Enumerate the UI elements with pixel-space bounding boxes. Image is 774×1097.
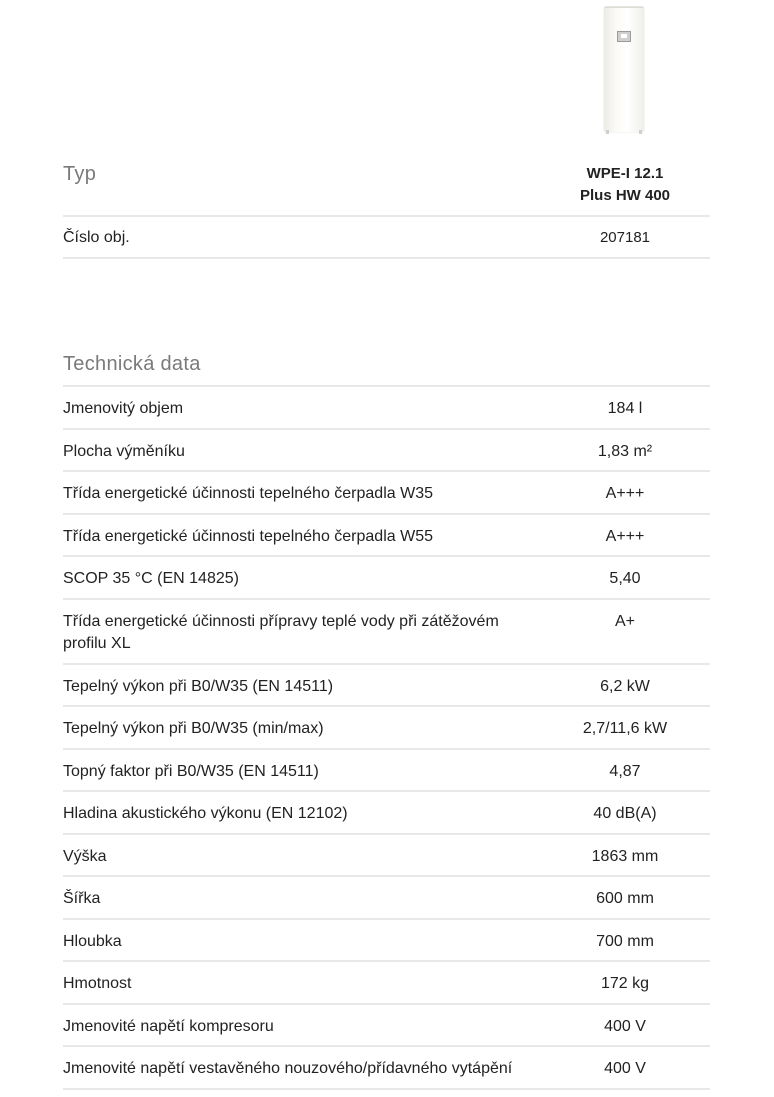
- table-row: [63, 557, 710, 600]
- row-value: 700 mm: [596, 933, 654, 950]
- table-row: [63, 877, 710, 920]
- table-row: [63, 707, 710, 750]
- product-header-table: [63, 160, 710, 259]
- row-value: 400 V: [604, 1060, 646, 1077]
- technical-data-table: [63, 353, 710, 1090]
- row-value: 600 mm: [596, 890, 654, 907]
- order-number-row: [63, 217, 710, 259]
- row-value: 4,87: [609, 763, 641, 780]
- table-row: [63, 835, 710, 877]
- control-panel-icon: [617, 31, 631, 42]
- row-label: Třída energetické účinnosti tepelného čerpadla W35: [63, 485, 433, 502]
- order-number-value: 207181: [599, 229, 651, 246]
- row-value: 172 kg: [600, 975, 650, 992]
- table-row: [63, 920, 710, 962]
- type-value: [540, 160, 710, 215]
- row-value: A+: [614, 613, 635, 630]
- table-row: [63, 600, 710, 665]
- row-label: Šířka: [63, 890, 101, 907]
- row-label: Hladina akustického výkonu (EN 12102): [63, 805, 348, 822]
- type-value-line2: Plus HW 400: [579, 187, 671, 204]
- heat-pump-unit-icon: [600, 6, 648, 134]
- row-label: Jmenovité napětí vestavěného nouzového/přídavného vytápění: [63, 1060, 513, 1077]
- row-label: Tepelný výkon při B0/W35 (min/max): [63, 720, 324, 737]
- row-value: 1,83 m²: [597, 443, 653, 460]
- type-value-line1: WPE-I 12.1: [586, 165, 664, 182]
- table-row: [63, 387, 710, 430]
- table-row: [63, 792, 710, 835]
- row-value: 6,2 kW: [600, 678, 650, 695]
- technical-data-title: Technická data: [63, 353, 710, 387]
- technical-data-rows: [63, 387, 710, 1090]
- row-label: Plocha výměníku: [63, 443, 185, 460]
- table-row: [63, 1047, 710, 1090]
- table-row: [63, 515, 710, 557]
- row-value: 40 dB(A): [593, 805, 657, 822]
- row-label: SCOP 35 °C (EN 14825): [63, 570, 239, 587]
- order-number-label: Číslo obj.: [63, 229, 130, 246]
- type-row: [63, 160, 710, 217]
- table-row: [63, 430, 710, 472]
- table-row: [63, 750, 710, 792]
- row-label: Hmotnost: [63, 975, 132, 992]
- table-row: [63, 962, 710, 1005]
- row-label: Topný faktor při B0/W35 (EN 14511): [63, 763, 319, 780]
- row-label: Hloubka: [63, 933, 122, 950]
- row-label: Výška: [63, 848, 107, 865]
- row-value: 5,40: [609, 570, 641, 587]
- table-row: [63, 1005, 710, 1047]
- row-label: Třída energetické účinnosti přípravy teplé vody při zátěžovém profilu XL: [63, 613, 499, 652]
- row-value: 184 l: [607, 400, 643, 417]
- type-label: Typ: [63, 163, 97, 185]
- row-value: A+++: [605, 485, 645, 502]
- table-row: [63, 665, 710, 707]
- row-label: Tepelný výkon při B0/W35 (EN 14511): [63, 678, 334, 695]
- row-value: 1863 mm: [591, 848, 659, 865]
- unit-body: [604, 8, 644, 132]
- row-value: A+++: [605, 528, 645, 545]
- unit-feet: [606, 130, 642, 134]
- table-row: [63, 472, 710, 515]
- row-label: Jmenovité napětí kompresoru: [63, 1018, 274, 1035]
- row-label: Jmenovitý objem: [63, 400, 184, 417]
- row-value: 2,7/11,6 kW: [582, 720, 668, 737]
- row-value: 400 V: [604, 1018, 646, 1035]
- row-label: Třída energetické účinnosti tepelného čerpadla W55: [63, 528, 433, 545]
